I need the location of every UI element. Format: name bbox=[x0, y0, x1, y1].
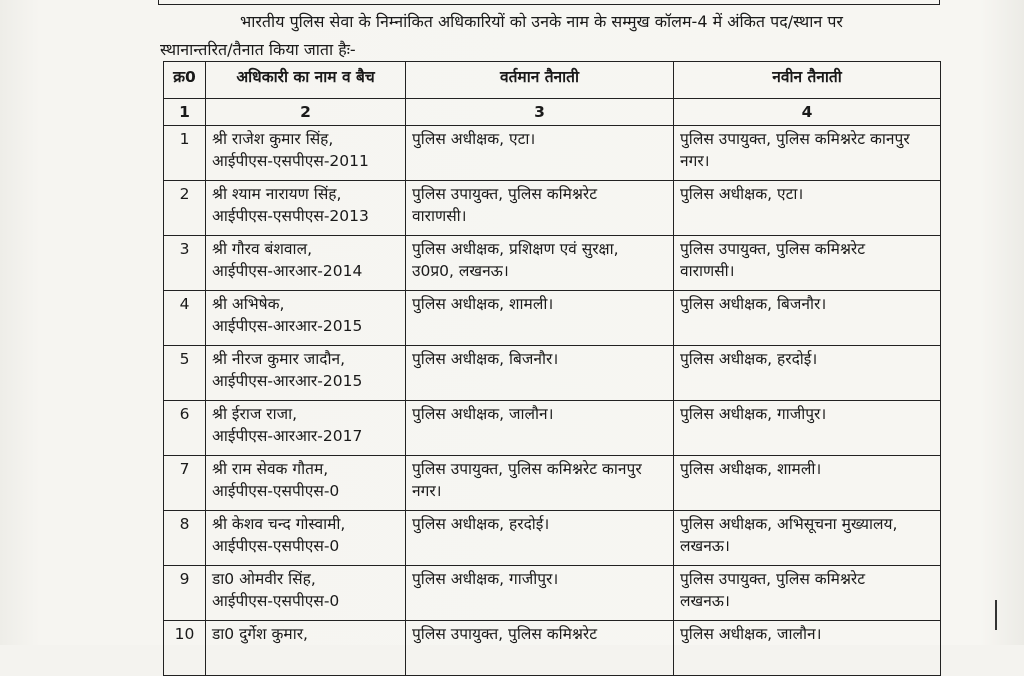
officer-name: श्री ईराज राजा, bbox=[212, 405, 298, 423]
order-paragraph bbox=[160, 8, 940, 64]
officer-batch: आईपीएस-आरआर-2015 bbox=[212, 317, 363, 335]
current-posting-cell bbox=[406, 621, 674, 676]
officer-cell bbox=[206, 511, 406, 566]
officer-batch: आईपीएस-एसपीएस-0 bbox=[212, 482, 340, 500]
current-posting-text: उ0प्र0, लखनऊ। bbox=[412, 262, 509, 280]
officer-name: श्री श्याम नारायण सिंह, bbox=[212, 185, 342, 203]
officer-batch: आईपीएस-आरआर-2017 bbox=[212, 427, 363, 445]
new-posting-text: पुलिस अधीक्षक, शामली। bbox=[680, 460, 822, 478]
officer-name: श्री गौरव बंशवाल, bbox=[212, 240, 313, 258]
table-body bbox=[164, 126, 941, 676]
officer-name: श्री केशव चन्द गोस्वामी, bbox=[212, 515, 346, 533]
column-number-row bbox=[164, 99, 941, 126]
current-posting-text: पुलिस उपायुक्त, पुलिस कमिश्नरेट bbox=[412, 185, 598, 203]
new-posting-text: पुलिस अधीक्षक, गाजीपुर। bbox=[680, 405, 827, 423]
table-row bbox=[164, 566, 941, 621]
serial-number: 5 bbox=[164, 346, 206, 401]
table-row bbox=[164, 346, 941, 401]
serial-number: 8 bbox=[164, 511, 206, 566]
officer-name: श्री नीरज कुमार जादौन, bbox=[212, 350, 346, 368]
officer-name: डा0 दुर्गेश कुमार, bbox=[212, 625, 308, 643]
current-posting-cell bbox=[406, 346, 674, 401]
paragraph-line-2: स्थानान्तरित/तैनात किया जाता हैः- bbox=[160, 40, 356, 59]
current-posting-cell bbox=[406, 511, 674, 566]
officer-cell bbox=[206, 346, 406, 401]
new-posting-cell bbox=[674, 126, 941, 181]
current-posting-text: पुलिस अधीक्षक, शामली। bbox=[412, 295, 554, 313]
table-row bbox=[164, 291, 941, 346]
new-posting-text: पुलिस अधीक्षक, हरदोई। bbox=[680, 350, 818, 368]
current-posting-cell bbox=[406, 126, 674, 181]
header-box-border bbox=[158, 0, 940, 5]
table-row bbox=[164, 456, 941, 511]
officer-cell bbox=[206, 621, 406, 676]
officer-batch: आईपीएस-एसपीएस-2013 bbox=[212, 207, 369, 225]
officer-name: श्री अभिषेक, bbox=[212, 295, 285, 313]
new-posting-cell bbox=[674, 566, 941, 621]
new-posting-cell bbox=[674, 236, 941, 291]
current-posting-cell bbox=[406, 181, 674, 236]
current-posting-text: पुलिस अधीक्षक, एटा। bbox=[412, 130, 536, 148]
current-posting-text: पुलिस उपायुक्त, पुलिस कमिश्नरेट bbox=[412, 625, 598, 643]
officer-cell bbox=[206, 566, 406, 621]
current-posting-text: पुलिस अधीक्षक, प्रशिक्षण एवं सुरक्षा, bbox=[412, 240, 619, 258]
current-posting-cell bbox=[406, 236, 674, 291]
officer-batch: आईपीएस-एसपीएस-2011 bbox=[212, 152, 369, 170]
current-posting-cell bbox=[406, 566, 674, 621]
table-header-row bbox=[164, 62, 941, 99]
officer-batch: आईपीएस-एसपीएस-0 bbox=[212, 592, 340, 610]
new-posting-text: पुलिस उपायुक्त, पुलिस कमिश्नरेट bbox=[680, 240, 866, 258]
new-posting-text: पुलिस अधीक्षक, बिजनौर। bbox=[680, 295, 827, 313]
table-row bbox=[164, 621, 941, 676]
current-posting-text: नगर। bbox=[412, 482, 442, 500]
current-posting-text: पुलिस उपायुक्त, पुलिस कमिश्नरेट कानपुर bbox=[412, 460, 642, 478]
column-number: 4 bbox=[674, 99, 941, 126]
column-number: 3 bbox=[406, 99, 674, 126]
officer-cell bbox=[206, 181, 406, 236]
header-new-posting: नवीन तैनाती bbox=[674, 62, 941, 99]
current-posting-text: पुलिस अधीक्षक, हरदोई। bbox=[412, 515, 550, 533]
new-posting-cell bbox=[674, 181, 941, 236]
officer-batch: आईपीएस-एसपीएस-0 bbox=[212, 537, 340, 555]
new-posting-text: वाराणसी। bbox=[680, 262, 735, 280]
current-posting-cell bbox=[406, 401, 674, 456]
current-posting-text: वाराणसी। bbox=[412, 207, 467, 225]
serial-number: 10 bbox=[164, 621, 206, 676]
new-posting-text: पुलिस उपायुक्त, पुलिस कमिश्नरेट कानपुर bbox=[680, 130, 910, 148]
current-posting-cell bbox=[406, 456, 674, 511]
officer-name: श्री राम सेवक गौतम, bbox=[212, 460, 329, 478]
new-posting-cell bbox=[674, 291, 941, 346]
new-posting-text: पुलिस अधीक्षक, अभिसूचना मुख्यालय, bbox=[680, 515, 898, 533]
transfer-table bbox=[163, 61, 941, 676]
new-posting-cell bbox=[674, 401, 941, 456]
officer-batch: आईपीएस-आरआर-2015 bbox=[212, 372, 363, 390]
new-posting-text: लखनऊ। bbox=[680, 537, 730, 555]
officer-cell bbox=[206, 291, 406, 346]
new-posting-cell bbox=[674, 456, 941, 511]
margin-mark bbox=[995, 600, 997, 630]
column-number: 1 bbox=[164, 99, 206, 126]
header-current-posting: वर्तमान तैनाती bbox=[406, 62, 674, 99]
new-posting-cell bbox=[674, 346, 941, 401]
serial-number: 3 bbox=[164, 236, 206, 291]
new-posting-text: लखनऊ। bbox=[680, 592, 730, 610]
new-posting-text: पुलिस अधीक्षक, जालौन। bbox=[680, 625, 822, 643]
new-posting-text: नगर। bbox=[680, 152, 710, 170]
new-posting-cell bbox=[674, 621, 941, 676]
serial-number: 2 bbox=[164, 181, 206, 236]
serial-number: 4 bbox=[164, 291, 206, 346]
serial-number: 7 bbox=[164, 456, 206, 511]
paragraph-line-1: भारतीय पुलिस सेवा के निम्नांकित अधिकारियों को उनके नाम के सम्मुख कॉलम-4 में अंकित पद/स्थान पर bbox=[240, 12, 843, 31]
new-posting-text: पुलिस अधीक्षक, एटा। bbox=[680, 185, 804, 203]
new-posting-cell bbox=[674, 511, 941, 566]
table-row bbox=[164, 511, 941, 566]
table-row bbox=[164, 401, 941, 456]
table-row bbox=[164, 181, 941, 236]
officer-cell bbox=[206, 236, 406, 291]
officer-batch: आईपीएस-आरआर-2014 bbox=[212, 262, 363, 280]
serial-number: 9 bbox=[164, 566, 206, 621]
officer-name: डा0 ओमवीर सिंह, bbox=[212, 570, 316, 588]
current-posting-text: पुलिस अधीक्षक, जालौन। bbox=[412, 405, 554, 423]
table-row bbox=[164, 236, 941, 291]
current-posting-text: पुलिस अधीक्षक, बिजनौर। bbox=[412, 350, 559, 368]
officer-name: श्री राजेश कुमार सिंह, bbox=[212, 130, 334, 148]
table-row bbox=[164, 126, 941, 181]
serial-number: 1 bbox=[164, 126, 206, 181]
new-posting-text: पुलिस उपायुक्त, पुलिस कमिश्नरेट bbox=[680, 570, 866, 588]
header-serial: क्र0 bbox=[164, 62, 206, 99]
officer-cell bbox=[206, 456, 406, 511]
current-posting-cell bbox=[406, 291, 674, 346]
serial-number: 6 bbox=[164, 401, 206, 456]
officer-cell bbox=[206, 401, 406, 456]
officer-cell bbox=[206, 126, 406, 181]
column-number: 2 bbox=[206, 99, 406, 126]
header-officer-name: अधिकारी का नाम व बैच bbox=[206, 62, 406, 99]
current-posting-text: पुलिस अधीक्षक, गाजीपुर। bbox=[412, 570, 559, 588]
